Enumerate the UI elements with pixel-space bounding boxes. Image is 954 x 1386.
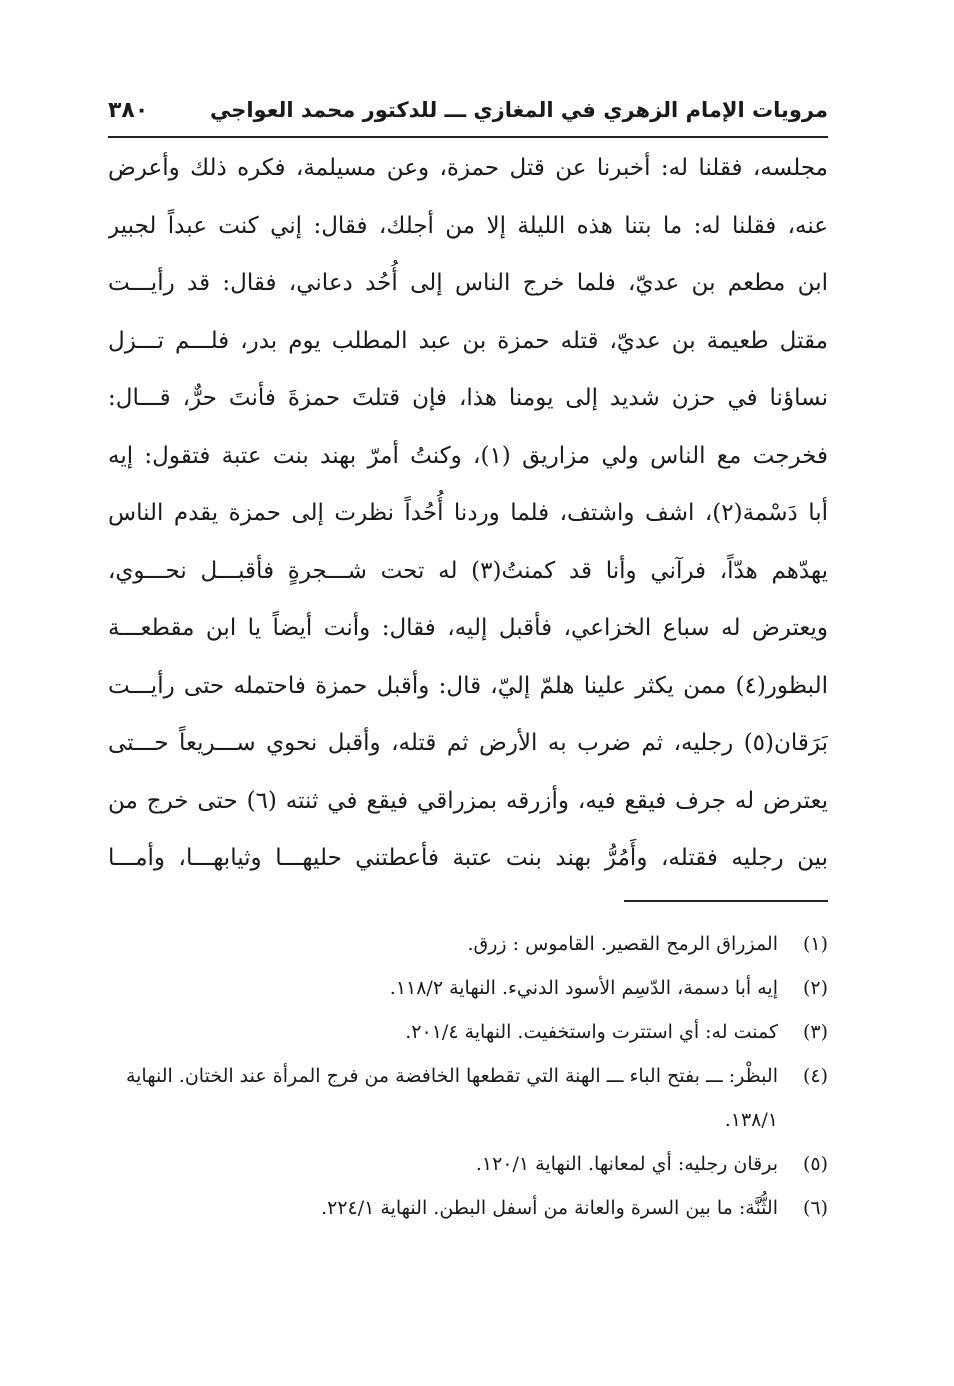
- text-line: عنه، فقلنا له: ما بتنا هذه الليلة إلا من أجلك، فقال: إني كنت عبداً لجبير: [108, 212, 828, 239]
- running-header: [108, 96, 828, 138]
- text-line: نساؤنا في حزن شديد إلى يومنا هذا، فإن قتلتَ حمزةَ فأنتَ حرٌّ، قـــال:: [108, 385, 828, 411]
- page-number: ٣٨٠: [108, 98, 149, 123]
- footnote: [108, 1142, 828, 1186]
- footnote-text: برقان رجليه: أي لمعانها. النهاية ١٢٠/١.: [475, 1153, 778, 1175]
- footnote-number: (٥): [802, 1153, 828, 1175]
- text-line: مقتل طعيمة بن عديّ، قتله حمزة بن عبد المطلب يوم بدر، فلـــم تـــزل: [108, 327, 828, 354]
- text-line: بين رجليه فقتله، وأَمُرُّ بهند بنت عتبة فأعطتني حليهـــا وثيابهـــا، وأمـــا: [108, 845, 828, 871]
- text-line: فخرجت مع الناس ولي مزاريق (١)، وكنتُ أمرّ بهند بنت عتبة فتقول: إيه: [108, 442, 828, 469]
- text-line: أبا دَسْمة(٢)، اشف واشتف، فلما وردنا أُحُداً نظرت إلى حمزة يقدم الناس: [108, 500, 828, 526]
- footnote: [108, 1054, 828, 1142]
- text-line: ويعترض له سباع الخزاعي، فأقبل إليه، فقال: وأنت أيضاً يا ابن مقطعـــة: [108, 615, 828, 641]
- main-text: [108, 140, 828, 888]
- footnote-number: (٦): [802, 1197, 828, 1219]
- text-line: مجلسه، فقلنا له: أخبرنا عن قتل حمزة، وعن مسيلمة، فكره ذلك وأعرض: [108, 155, 828, 181]
- footnote: [108, 922, 828, 966]
- footnotes: [108, 922, 828, 1230]
- footnote-number: (٣): [802, 1021, 828, 1043]
- footnote: [108, 1010, 828, 1054]
- text-line: يعترض له جرف فيقع فيه، وأزرقه بمزراقي فيقع في ثنته (٦) حتى خرج من: [108, 787, 828, 814]
- footnote: [108, 1186, 828, 1230]
- footnote-text: إيه أبا دسمة، الدّسِم الأسود الدنيء. النهاية ١١٨/٢.: [389, 977, 778, 999]
- running-title: مرويات الإمام الزهري في المغازي ـــ للدكتور محمد العواجي: [209, 98, 828, 122]
- footnote-text: كمنت له: أي استترت واستخفيت. النهاية ٢٠١/٤.: [405, 1021, 778, 1043]
- text-line: بَرَقان(٥) رجليه، ثم ضرب به الأرض ثم قتله، وأقبل نحوي ســـريعاً حـــتى: [108, 730, 828, 756]
- footnote: [108, 966, 828, 1010]
- footnote-text: الثُّنَّة: ما بين السرة والعانة من أسفل البطن. النهاية ٢٢٤/١.: [321, 1197, 778, 1219]
- text-line: البظور(٤) ممن يكثر علينا هلمّ إليّ، قال: وأقبل حمزة فاحتمله حتى رأيـــت: [108, 672, 828, 699]
- footnote-number: (٢): [802, 977, 828, 999]
- footnote-text: المزراق الرمح القصير. القاموس : زرق.: [467, 933, 778, 955]
- footnote-separator: [624, 900, 828, 902]
- footnote-number: (١): [802, 933, 828, 955]
- text-line: يهدّهم هدّاً، فرآني وأنا قد كمنتُ(٣) له تحت شـــجرةٍ فأقبـــل نحـــوي،: [108, 557, 828, 584]
- text-line: ابن مطعم بن عديّ، فلما خرج الناس إلى أُحُد دعاني، فقال: قد رأيـــت: [108, 270, 828, 296]
- footnote-text: البظْر: ـــ بفتح الباء ـــ الهنة التي تقطعها الخافضة من فرج المرأة عند الختان. النهاية ١٣٨/١.: [125, 1065, 778, 1131]
- footnote-number: (٤): [802, 1065, 828, 1087]
